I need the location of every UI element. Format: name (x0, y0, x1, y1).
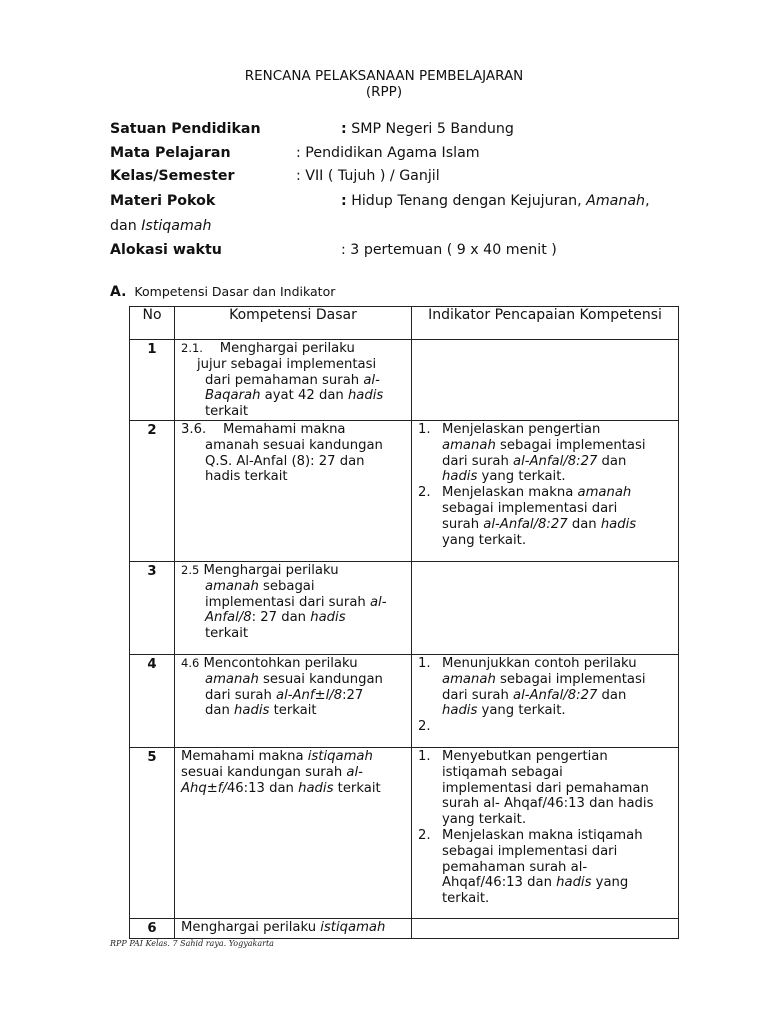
field-label: Satuan Pendidikan (110, 121, 261, 137)
indicator-cell (412, 420, 679, 561)
indicator-item: 2. (418, 719, 431, 735)
field-label: Kelas/Semester (110, 168, 235, 184)
row-number: 4 (130, 654, 175, 747)
table-row (130, 561, 679, 654)
field-value: : Hidup Tenang dengan Kejujuran, Amanah, (341, 193, 650, 209)
document-title: RENCANA PELAKSANAAN PEMBELAJARAN (244, 68, 524, 84)
kd-cell: Memahami makna istiqamah sesuai kandungan surah al- Ahq±f/46:13 dan hadis terkait (175, 747, 412, 918)
row-number: 6 (130, 918, 175, 938)
row-number: 5 (130, 747, 175, 918)
kd-cell: Menghargai perilaku istiqamah (175, 918, 412, 938)
indicator-cell (412, 561, 679, 654)
table-row (130, 340, 679, 421)
kd-cell: 2.1. Menghargai perilaku jujur sebagai implementasi dari pemahaman surah al- Baqarah ayat 42 dan hadis terkait (175, 340, 412, 421)
row-number: 1 (130, 340, 175, 421)
document-subtitle: (RPP) (365, 84, 403, 100)
indicator-cell (412, 340, 679, 421)
kd-cell: 4.6 Mencontohkan perilaku amanah sesuai kandungan dari surah al-Anf±l/8:27 dan hadis terkait (175, 654, 412, 747)
indicator-item: 2. Menjelaskan makna amanah sebagai implementasi dari surah al-Anfal/8:27 dan hadis yang terkait. (418, 485, 637, 548)
indicator-item: 2. Menjelaskan makna istiqamah sebagai implementasi dari pemahaman surah al- Ahqaf/46:13 dan hadis yang terkait. (418, 827, 643, 907)
table-row (130, 918, 679, 938)
page-footer: RPP PAI Kelas. 7 Sahid raya. Yogyakarta (110, 939, 274, 948)
row-number: 3 (130, 561, 175, 654)
indicator-cell (412, 747, 679, 918)
table-row (130, 654, 679, 747)
indicator-cell (412, 654, 679, 747)
table-row (130, 420, 679, 561)
kd-cell: 2.5 Menghargai perilaku amanah sebagai implementasi dari surah al- Anfal/8: 27 dan hadis terkait (175, 561, 412, 654)
header-no: No (130, 307, 175, 340)
header-indikator: Indikator Pencapaian Kompetensi (412, 307, 679, 340)
field-value: : VII ( Tujuh ) / Ganjil (296, 168, 440, 184)
field-label: Mata Pelajaran (110, 145, 231, 161)
competency-table (129, 306, 679, 939)
field-value: : SMP Negeri 5 Bandung (341, 121, 514, 137)
section-heading: A. Kompetensi Dasar dan Indikator (110, 284, 336, 300)
indicator-cell (412, 918, 679, 938)
field-value: dan Istiqamah (110, 218, 212, 234)
indicator-item: 1. Menyebutkan pengertian istiqamah sebagai implementasi dari pemahaman surah al- Ahqaf/46:13 dan hadis yang terkait. (418, 748, 654, 828)
indicator-item: 1. Menjelaskan pengertian amanah sebagai implementasi dari surah al-Anfal/8:27 dan hadis yang terkait. (418, 421, 646, 485)
header-kompetensi-dasar: Kompetensi Dasar (175, 307, 412, 340)
table-row (130, 747, 679, 918)
field-label: Materi Pokok (110, 193, 216, 209)
indicator-item: 1. Menunjukkan contoh perilaku amanah sebagai implementasi dari surah al-Anfal/8:27 dan hadis yang terkait. (418, 655, 646, 719)
table-header-row (130, 307, 679, 340)
field-value: : Pendidikan Agama Islam (296, 145, 480, 161)
kd-cell: 3.6. Memahami makna amanah sesuai kandungan Q.S. Al-Anfal (8): 27 dan hadis terkait (175, 420, 412, 561)
field-label: Alokasi waktu (110, 242, 222, 258)
row-number: 2 (130, 420, 175, 561)
field-value: : 3 pertemuan ( 9 x 40 menit ) (341, 242, 557, 258)
